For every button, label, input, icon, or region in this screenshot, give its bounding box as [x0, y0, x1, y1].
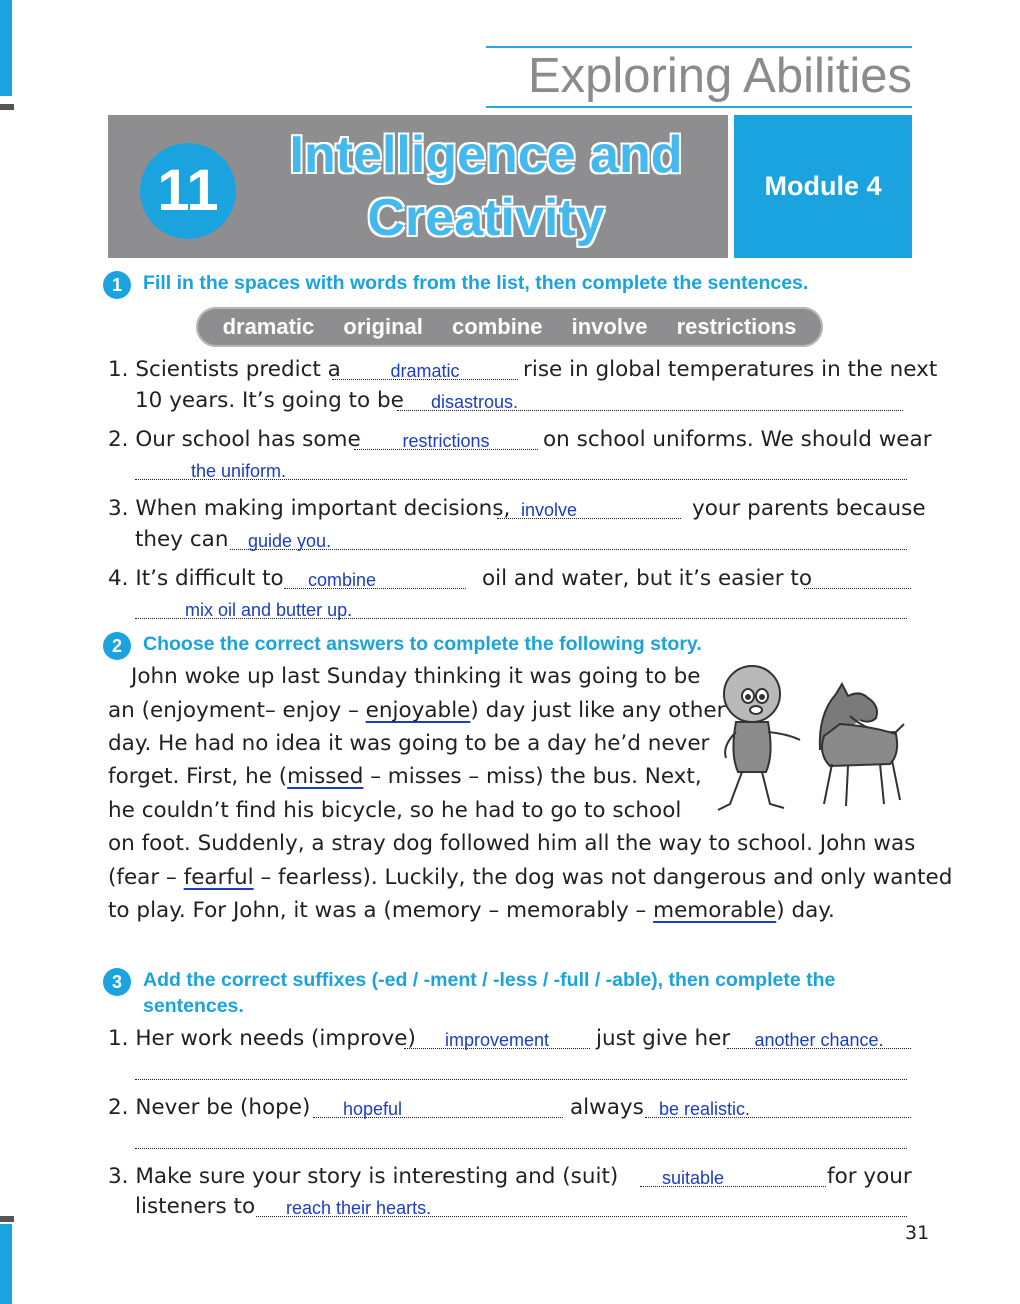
answer-blank[interactable]	[727, 1025, 911, 1055]
story-line	[108, 827, 915, 860]
story-answer[interactable]: memorable	[653, 898, 777, 923]
sentence-text: 4. It’s difficult to	[108, 566, 284, 591]
answer-blank[interactable]	[397, 387, 903, 417]
story-text: – misses – miss) the bus. Next,	[363, 764, 702, 789]
story-text: – fearless). Luckily, the dog was not dangerous and only wanted	[253, 865, 953, 890]
sentence-text: your parents because	[692, 496, 926, 521]
answer-text: disastrous.	[431, 392, 519, 412]
story-text: ) day.	[776, 898, 835, 923]
answer-blank[interactable]	[332, 356, 518, 386]
story-text: John woke up last Sunday thinking it was going to be	[131, 664, 701, 689]
sentence-text: for your	[827, 1164, 912, 1189]
word-list-item: original	[343, 314, 423, 339]
answer-text: dramatic	[390, 361, 460, 381]
unit-title-line-2: Creativity	[367, 189, 605, 247]
story-line	[108, 760, 702, 793]
story-line	[131, 660, 700, 693]
story-line	[108, 861, 952, 894]
story-text: (fear –	[108, 865, 184, 890]
story-text: day. He had no idea it was going to be a day he’d never	[108, 731, 710, 756]
sentence-text: always	[570, 1095, 644, 1120]
story-line	[108, 727, 709, 760]
answer-text: mix oil and butter up.	[185, 600, 353, 620]
story-line	[108, 894, 835, 927]
answer-text: combine	[308, 570, 377, 590]
answer-text: hopeful	[343, 1099, 403, 1119]
story-text: an (enjoyment– enjoy –	[108, 698, 366, 723]
answer-blank[interactable]	[135, 1125, 907, 1155]
answer-text: involve	[521, 500, 578, 520]
book-title: Exploring Abilities	[527, 49, 912, 103]
sentence-text: listeners to	[135, 1194, 256, 1219]
story-text: he couldn’t find his bicycle, so he had to go to school	[108, 798, 682, 823]
sentence-text: 3. Make sure your story is interesting and (suit)	[108, 1164, 619, 1189]
answer-text: suitable	[662, 1168, 725, 1188]
sentence-text: oil and water, but it’s easier to	[482, 566, 813, 591]
word-list-item: combine	[452, 314, 543, 339]
answer-blank[interactable]	[313, 1094, 563, 1124]
answer-blank[interactable]	[354, 426, 538, 456]
boy-and-dog-illustration	[700, 654, 910, 824]
header-rule-bottom	[486, 106, 912, 108]
answer-blank[interactable]	[497, 495, 681, 525]
sentence-text: 2. Our school has some	[108, 427, 361, 452]
word-list-item: dramatic	[222, 314, 315, 339]
edge-marker	[0, 104, 14, 110]
answer-text: another chance.	[754, 1030, 884, 1050]
answer-text: restrictions	[402, 431, 490, 451]
exercise-3-instruction-line: Add the correct suffixes (-ed / -ment / -less / -full / -able), then complete the	[143, 969, 836, 991]
story-line	[108, 694, 725, 727]
exercise-2-instruction: Choose the correct answers to complete the following story.	[143, 633, 702, 655]
exercise-3-instruction	[143, 967, 918, 1019]
unit-number: 11	[140, 143, 236, 239]
story-line	[108, 794, 681, 827]
answer-blank[interactable]	[645, 1094, 911, 1124]
exercise-1-instruction: Fill in the spaces with words from the list, then complete the sentences.	[143, 272, 809, 294]
sentence-text: rise in global temperatures in the next	[523, 357, 938, 382]
answer-blank[interactable]	[135, 1056, 907, 1086]
boy-arm	[768, 732, 800, 740]
sentence-text: 1. Scientists predict a	[108, 357, 341, 382]
sentence-text: 2. Never be (hope)	[108, 1095, 311, 1120]
edge-accent-bar-bottom	[0, 1224, 12, 1304]
word-list-item: restrictions	[676, 314, 797, 339]
answer-blank[interactable]	[404, 1025, 590, 1055]
answer-blank[interactable]	[230, 526, 907, 556]
exercise-1-number: 1	[103, 271, 131, 299]
story-text: on foot. Suddenly, a stray dog followed him all the way to school. John was	[108, 831, 916, 856]
story-text: to play. For John, it was a (memory – memorably –	[108, 898, 654, 923]
answer-text: improvement	[444, 1030, 550, 1050]
answer-blank[interactable]	[135, 456, 907, 486]
exercise-2-number: 2	[103, 632, 131, 660]
page-number: 31	[905, 1222, 930, 1244]
exercise-3-number: 3	[103, 968, 131, 996]
sentence-text: 10 years. It’s going to be	[135, 388, 404, 413]
module-label: Module 4	[734, 115, 912, 258]
sentence-text: just give her	[596, 1026, 731, 1051]
story-answer[interactable]: missed	[287, 764, 364, 789]
answer-blank[interactable]	[804, 565, 911, 595]
answer-text: the uniform.	[191, 461, 287, 481]
answer-text: guide you.	[248, 531, 332, 551]
dog-body	[822, 724, 897, 766]
answer-text: be realistic.	[659, 1099, 751, 1119]
story-answer[interactable]: fearful	[183, 865, 254, 890]
edge-marker-bottom	[0, 1216, 14, 1222]
answer-blank[interactable]	[135, 595, 907, 625]
sentence-text: 1. Her work needs (improve)	[108, 1026, 416, 1051]
answer-blank[interactable]	[640, 1163, 826, 1193]
exercise-3-instruction-line: sentences.	[143, 995, 244, 1017]
sentence-text: they can	[135, 527, 229, 552]
unit-title	[256, 124, 716, 250]
sentence-text: 3. When making important decisions,	[108, 496, 511, 521]
edge-accent-bar	[0, 0, 12, 96]
sentence-text: on school uniforms. We should wear	[543, 427, 932, 452]
unit-title-line-1: Intelligence and	[289, 126, 683, 184]
answer-text: reach their hearts.	[286, 1198, 432, 1218]
answer-blank[interactable]	[256, 1193, 907, 1223]
boy-leg	[718, 772, 742, 810]
answer-blank[interactable]	[284, 565, 466, 595]
story-text: forget. First, he (	[108, 764, 288, 789]
word-list	[196, 307, 823, 347]
story-answer[interactable]: enjoyable	[365, 698, 471, 723]
story-text: ) day just like any other	[470, 698, 726, 723]
boy-body	[733, 722, 770, 772]
word-list-item: involve	[571, 314, 648, 339]
